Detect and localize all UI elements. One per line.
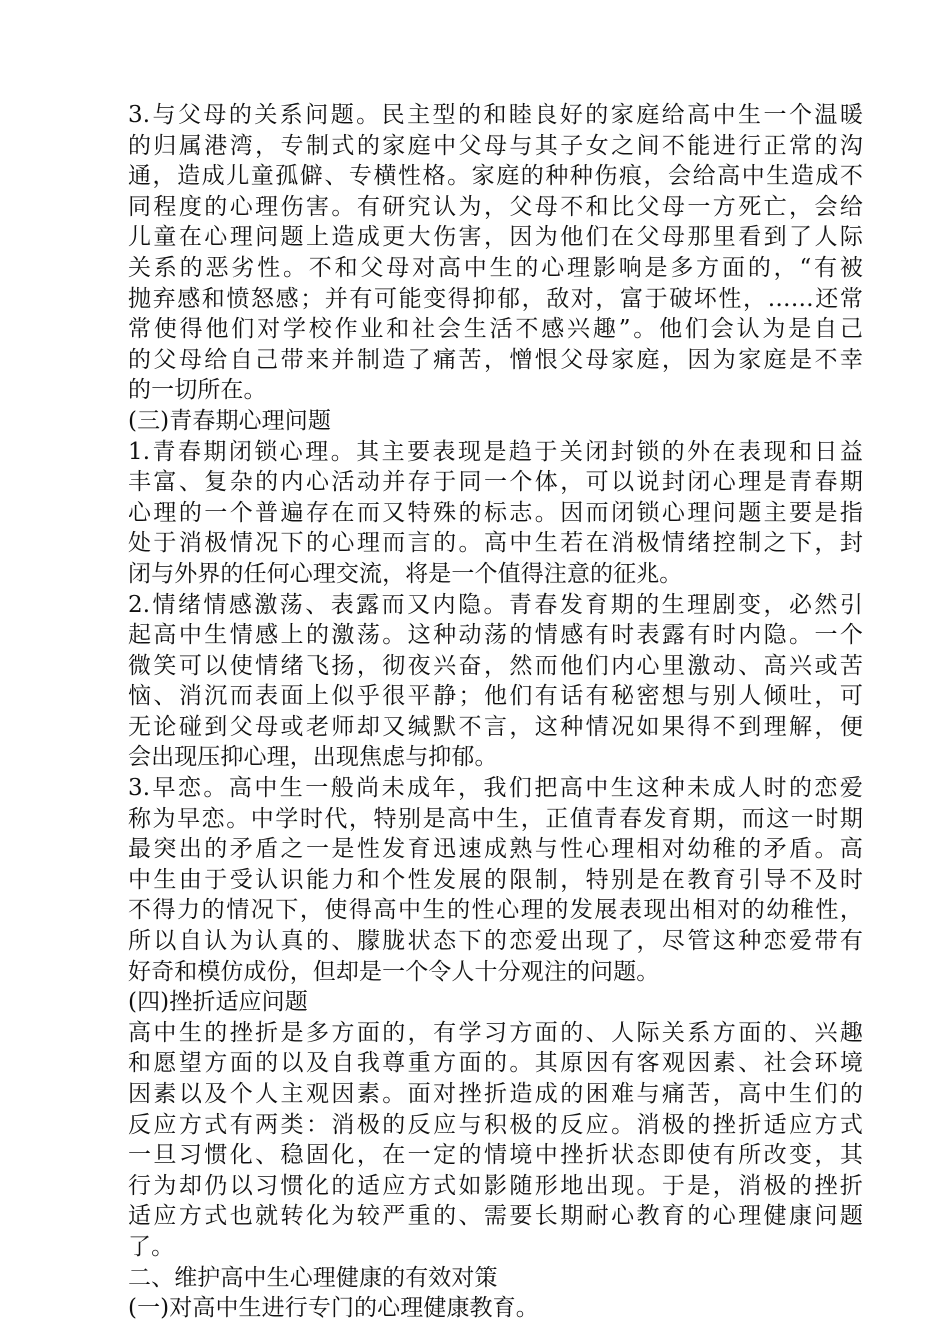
text-line: 起高中生情感上的激荡。这种动荡的情感有时表露有时内隐。一个 <box>128 622 863 649</box>
text-line: 常使得他们对学校作业和社会生活不感兴趣”。他们会认为是自己 <box>128 316 863 343</box>
text-line: 好奇和模仿成份，但却是一个令人十分观注的问题。 <box>128 958 660 985</box>
text-line: 因素以及个人主观因素。面对挫折造成的困难与痛苦，高中生们的 <box>128 1081 863 1107</box>
text-line: 的父母给自己带来并制造了痛苦，憎恨父母家庭，因为家庭是不幸 <box>128 346 863 373</box>
text-line: 无论碰到父母或老师却又缄默不言，这种情况如果得不到理解，便 <box>128 713 863 740</box>
text-line: 适应方式也就转化为较严重的、需要长期耐心教育的心理健康问题 <box>128 1203 863 1230</box>
text-line: 的归属港湾，专制式的家庭中父母与其子女之间不能进行正常的沟 <box>128 132 863 159</box>
section-heading: (一)对高中生进行专门的心理健康教育。 <box>128 1295 539 1322</box>
text-line: 抛弃感和愤怒感；并有可能变得抑郁，敌对，富于破坏性，……还常 <box>128 285 863 312</box>
text-line: 1.青春期闭锁心理。其主要表现是趋于关闭封锁的外在表现和日益 <box>128 438 863 465</box>
text-line: 反应方式有两类：消极的反应与积极的反应。消极的挫折适应方式 <box>128 1111 863 1138</box>
text-line: 和愿望方面的以及自我尊重方面的。其原因有客观因素、社会环境 <box>128 1050 863 1077</box>
section-heading: (四)挫折适应问题 <box>128 989 308 1016</box>
text-line: 闭与外界的任何心理交流，将是一个值得注意的征兆。 <box>128 560 683 587</box>
text-line: 处于消极情况下的心理而言的。高中生若在消极情绪控制之下，封 <box>128 530 863 557</box>
text-line: 儿童在心理问题上造成更大伤害，因为他们在父母那里看到了人际 <box>128 224 863 251</box>
text-line: 2.情绪情感激荡、表露而又内隐。青春发育期的生理剧变，必然引 <box>128 591 863 618</box>
text-line: 中生由于受认识能力和个性发展的限制，特别是在教育引导不及时 <box>128 866 863 893</box>
text-line: 所以自认为认真的、朦胧状态下的恋爱出现了，尽管这种恋爱带有 <box>128 928 863 955</box>
text-line: 了。 <box>128 1233 175 1260</box>
text-line: 的一切所在。 <box>128 377 267 404</box>
document-page <box>128 100 863 1324</box>
text-line: 称为早恋。中学时代，特别是高中生，正值青春发育期，而这一时期 <box>128 805 863 832</box>
section-heading: (三)青春期心理问题 <box>128 407 331 434</box>
text-line: 通，造成儿童孤僻、专横性格。家庭的种种伤痕，会给高中生造成不 <box>128 163 863 190</box>
text-line: 会出现压抑心理，出现焦虑与抑郁。 <box>128 744 498 771</box>
text-line: 一旦习惯化、稳固化，在一定的情境中挫折状态即使有所改变，其 <box>128 1142 863 1169</box>
text-line: 同程度的心理伤害。有研究认为，父母不和比父母一方死亡，会给 <box>128 193 863 220</box>
text-line: 丰富、复杂的内心活动并存于同一个体，可以说封闭心理是青春期 <box>128 469 863 496</box>
text-line: 行为却仍以习惯化的适应方式如影随形地出现。于是，消极的挫折 <box>128 1172 863 1199</box>
chapter-heading: 二、维护高中生心理健康的有效对策 <box>128 1264 498 1291</box>
text-line: 恼、消沉而表面上似乎很平静；他们有话有秘密想与别人倾吐，可 <box>128 683 863 710</box>
text-line: 3.与父母的关系问题。民主型的和睦良好的家庭给高中生一个温暖 <box>128 102 863 128</box>
text-line: 3.早恋。高中生一般尚未成年，我们把高中生这种未成人时的恋爱 <box>128 775 863 802</box>
text-line: 微笑可以使情绪飞扬，彻夜兴奋，然而他们内心里激动、高兴或苦 <box>128 652 863 679</box>
text-line: 最突出的矛盾之一是性发育迅速成熟与性心理相对幼稚的矛盾。高 <box>128 836 863 863</box>
text-line: 不得力的情况下，使得高中生的性心理的发展表现出相对的幼稚性， <box>128 897 863 924</box>
text-line: 心理的一个普遍存在而又特殊的标志。因而闭锁心理问题主要是指 <box>128 499 863 526</box>
text-line: 关系的恶劣性。不和父母对高中生的心理影响是多方面的，“有被 <box>128 254 863 281</box>
text-line: 高中生的挫折是多方面的，有学习方面的、人际关系方面的、兴趣 <box>128 1019 863 1046</box>
